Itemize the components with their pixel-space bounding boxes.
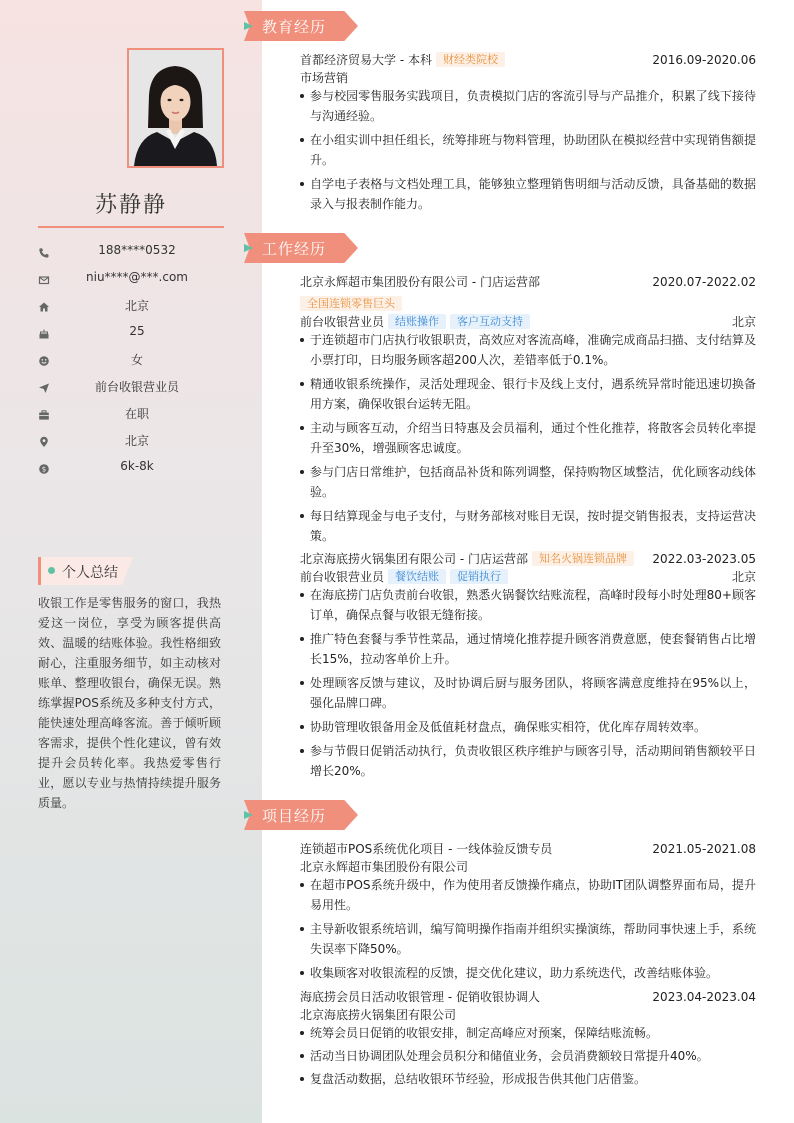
salary-value: 6k-8k bbox=[120, 459, 154, 473]
company-name: 北京海底捞火锅集团有限公司 - 门店运营部 bbox=[300, 552, 528, 566]
residence-value: 北京 bbox=[124, 299, 149, 313]
position-value: 前台收银营业员 bbox=[94, 380, 179, 394]
section-heading-education: 教育经历 bbox=[244, 11, 358, 41]
send-icon bbox=[38, 379, 50, 391]
skill-tag: 餐饮结账 bbox=[388, 569, 446, 584]
work-city: 北京 bbox=[731, 570, 756, 584]
list-item: 活动当日协调团队处理会员积分和储值业务，会员消费额较日常提升40%。 bbox=[300, 1046, 756, 1066]
job-title: 前台收银营业员 bbox=[300, 570, 385, 584]
info-target-position bbox=[38, 375, 224, 402]
location-pin-icon bbox=[38, 433, 50, 445]
work-entry-2 bbox=[300, 550, 756, 785]
briefcase-icon bbox=[38, 406, 50, 418]
skill-tag: 客户互动支持 bbox=[450, 314, 530, 329]
arrow-icon bbox=[244, 244, 253, 252]
list-item: 每日结算现金与电子支付，与财务部核对账目无误，按时提交销售报表，支持运营决策。 bbox=[300, 506, 756, 546]
project-name: 海底捞会员日活动收银管理 - 促销收银协调人 bbox=[300, 990, 540, 1004]
list-item: 主导新收银系统培训，编写简明操作指南并组织实操演练，帮助同事快速上手，系统失误率下降50%。 bbox=[300, 919, 756, 959]
money-icon bbox=[38, 460, 50, 472]
company-name: 北京永辉超市集团股份有限公司 - 门店运营部 bbox=[300, 275, 540, 289]
info-gender bbox=[38, 348, 224, 375]
list-item: 于连锁超市门店执行收银职责，高效应对客流高峰，准确完成商品扫描、支付结算及小票打印，日均服务顾客超200人次，差错率低于0.1%。 bbox=[300, 330, 756, 370]
list-item: 参与校园零售服务实践项目，负责模拟门店的客流引导与产品推介，积累了线下接待与沟通经验。 bbox=[300, 86, 756, 126]
info-age bbox=[38, 321, 224, 348]
list-item: 统筹会员日促销的收银安排，制定高峰应对预案，保障结账流畅。 bbox=[300, 1023, 756, 1043]
email-value: niu****@***.com bbox=[86, 270, 188, 284]
list-item: 协助管理收银备用金及低值耗材盘点，确保账实相符，优化库存周转效率。 bbox=[300, 717, 756, 737]
profile-photo bbox=[127, 48, 224, 168]
home-icon bbox=[38, 298, 50, 310]
personal-info-list bbox=[38, 240, 224, 483]
name-divider bbox=[38, 226, 224, 228]
work-period: 2022.03-2023.05 bbox=[652, 552, 756, 566]
cake-icon bbox=[38, 325, 50, 337]
smile-icon bbox=[38, 352, 50, 364]
info-residence bbox=[38, 294, 224, 321]
list-item: 推广特色套餐与季节性菜品，通过情境化推荐提升顾客消费意愿，使套餐销售占比增长15%，拉动客单价上升。 bbox=[300, 629, 756, 669]
skill-tag: 促销执行 bbox=[450, 569, 508, 584]
list-item: 收集顾客对收银流程的反馈，提交优化建议，助力系统迭代，改善结账体验。 bbox=[300, 963, 756, 983]
job-title: 前台收银营业员 bbox=[300, 315, 385, 329]
project-period: 2021.05-2021.08 bbox=[652, 842, 756, 856]
info-salary bbox=[38, 456, 224, 483]
info-target-city bbox=[38, 429, 224, 456]
work-city: 北京 bbox=[731, 315, 756, 329]
summary-heading bbox=[38, 557, 138, 585]
list-item: 在海底捞门店负责前台收银，熟悉火锅餐饮结账流程，高峰时段每小时处理80+顾客订单，确保点餐与收银无缝衔接。 bbox=[300, 585, 756, 625]
info-status bbox=[38, 402, 224, 429]
sidebar bbox=[0, 0, 262, 1123]
summary-title: 个人总结 bbox=[62, 565, 118, 581]
education-period: 2016.09-2020.06 bbox=[652, 53, 756, 67]
info-phone bbox=[38, 240, 224, 267]
list-item: 参与节假日促销活动执行，负责收银区秩序维护与顾客引导，活动期间销售额较平日增长20%。 bbox=[300, 741, 756, 781]
arrow-icon bbox=[244, 811, 253, 819]
section-heading-work: 工作经历 bbox=[244, 233, 358, 263]
phone-value: 188****0532 bbox=[98, 243, 176, 257]
work-period: 2020.07-2022.02 bbox=[652, 275, 756, 289]
list-item: 在超市POS系统升级中，作为使用者反馈操作痛点，协助IT团队调整界面布局，提升易用性。 bbox=[300, 875, 756, 915]
project-period: 2023.04-2023.04 bbox=[652, 990, 756, 1004]
skill-tag: 结账操作 bbox=[388, 314, 446, 329]
company-tag: 全国连锁零售巨头 bbox=[300, 296, 402, 311]
email-icon bbox=[38, 271, 50, 283]
company-tag: 知名火锅连锁品牌 bbox=[532, 551, 634, 566]
project-name: 连锁超市POS系统优化项目 - 一线体验反馈专员 bbox=[300, 842, 553, 856]
list-item: 自学电子表格与文档处理工具，能够独立整理销售明细与活动反馈，具备基础的数据录入与报表制作能力。 bbox=[300, 174, 756, 214]
info-email bbox=[38, 267, 224, 294]
list-item: 在小组实训中担任组长，统筹排班与物料管理，协助团队在模拟经营中实现销售额提升。 bbox=[300, 130, 756, 170]
age-value: 25 bbox=[129, 324, 145, 338]
list-item: 精通收银系统操作，灵活处理现金、银行卡及线上支付，遇系统异常时能迅速切换备用方案，确保收银台运转无阻。 bbox=[300, 374, 756, 414]
work-entry-1 bbox=[300, 273, 756, 550]
project-entry-2 bbox=[300, 988, 756, 1092]
project-entry-1 bbox=[300, 840, 756, 987]
list-item: 处理顾客反馈与建议，及时协调后厨与服务团队，将顾客满意度维持在95%以上，强化品牌口碑。 bbox=[300, 673, 756, 713]
education-entry bbox=[300, 51, 756, 218]
gender-value: 女 bbox=[130, 353, 143, 367]
project-org: 北京永辉超市集团股份有限公司 bbox=[300, 860, 469, 874]
svg-text:$: $ bbox=[41, 465, 47, 474]
city-value: 北京 bbox=[124, 434, 149, 448]
status-value: 在职 bbox=[124, 407, 149, 421]
section-heading-project: 项目经历 bbox=[244, 800, 358, 830]
arrow-icon bbox=[244, 22, 253, 30]
list-item: 主动与顾客互动，介绍当日特惠及会员福利，通过个性化推荐，将散客会员转化率提升至30%，增强顾客忠诚度。 bbox=[300, 418, 756, 458]
summary-text: 收银工作是零售服务的窗口，我热爱这一岗位，享受为顾客提供高效、温暖的结账体验。我性格细致耐心，注重服务细节，如主动核对账单、整理收银台，确保无误。熟练掌握POS系统及多种支付方式，能快速处理高峰客流。善于倾听顾客需求，提供个性化建议，曾有效提升会员转化率。我热爱零售行业，愿以专业与热情持续提升服务质量。 bbox=[38, 596, 221, 810]
list-item: 参与门店日常维护，包括商品补货和陈列调整，保持购物区域整洁，优化顾客动线体验。 bbox=[300, 462, 756, 502]
school-tag: 财经类院校 bbox=[436, 52, 505, 67]
school-name: 首都经济贸易大学 - 本科 bbox=[300, 53, 432, 67]
list-item: 复盘活动数据，总结收银环节经验，形成报告供其他门店借鉴。 bbox=[300, 1069, 756, 1089]
bullet-dot-icon bbox=[48, 567, 55, 574]
phone-icon bbox=[38, 244, 50, 256]
project-org: 北京海底捞火锅集团有限公司 bbox=[300, 1008, 457, 1022]
major: 市场营销 bbox=[300, 71, 349, 85]
candidate-name: 苏静静 bbox=[94, 193, 167, 218]
